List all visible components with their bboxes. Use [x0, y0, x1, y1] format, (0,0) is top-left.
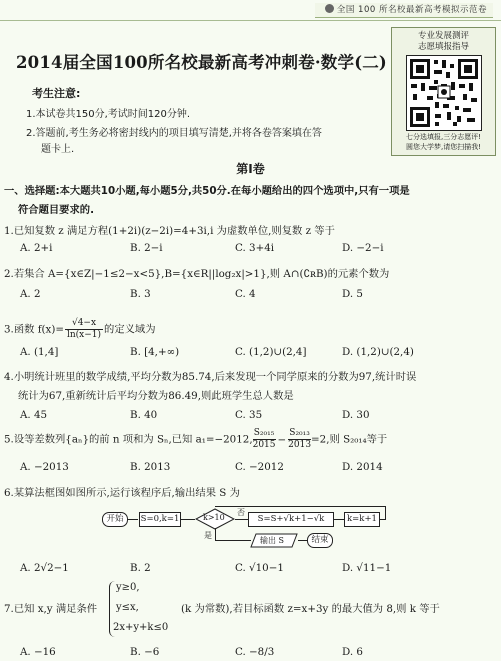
question-2-stem: 2.若集合 A={x∈Z|−1≤2−x<5},B={x∈R||log₂x|>1},则 A∩(∁ʀB)的元素个数为 — [4, 268, 390, 280]
q6-option-b[interactable]: B. 2 — [130, 562, 151, 574]
q3-option-c[interactable]: C. (1,2)∪(2,4] — [235, 346, 307, 358]
notice-item-2: 2.答题前,考生务必将密封线内的项目填写清楚,并将各卷答案填在答 — [26, 128, 322, 139]
flow-arrow — [215, 540, 251, 541]
q3-option-a[interactable]: A. (1,4] — [20, 346, 59, 358]
notice-heading: 考生注意: — [32, 87, 81, 100]
banner-logo-icon — [325, 4, 334, 13]
flow-output: 输出 S — [260, 536, 285, 545]
flow-label-yes: 是 — [204, 531, 212, 540]
q3-option-b[interactable]: B. [4,+∞) — [130, 346, 180, 358]
flow-arrow — [181, 519, 195, 520]
question-5-stem: 5.设等差数列{aₙ}的前 n 项和为 Sₙ,已知 a₁=−2012, $\frac{\text{S₂₀₁₅}}{2015}$ − $\frac{\text{S₂₀₁₃}}{2013}$ =2,则 S₂₀₁₄等于 — [4, 428, 388, 450]
qr-caption-top-1: 专业发展测评 — [417, 31, 469, 41]
q2-option-b[interactable]: B. 3 — [130, 288, 151, 300]
flow-label-no: 否 — [237, 508, 245, 517]
q3-fraction: $\frac{√4-x}{\ln(x-1)}$ — [66, 318, 102, 340]
qr-caption-bottom-2: 圆您大学梦,请您扫描我! — [405, 143, 482, 151]
flow-end: 结束 — [307, 533, 333, 548]
q4-option-a[interactable]: A. 45 — [20, 409, 48, 421]
q6-option-d[interactable]: D. √11−1 — [342, 562, 392, 574]
q6-option-c[interactable]: C. √10−1 — [235, 562, 284, 574]
question-4-stem-cont: 统计为67,重新统计后平均分数为86.49,则此班学生总人数是 — [18, 390, 294, 402]
q4-option-c[interactable]: C. 35 — [235, 409, 263, 421]
flow-init: S=0,k=1 — [139, 512, 181, 527]
q2-option-d[interactable]: D. 5 — [342, 288, 363, 300]
q4-option-d[interactable]: D. 30 — [342, 409, 370, 421]
q1-option-a[interactable]: A. 2+i — [20, 242, 53, 254]
flow-update: S=S+√k+1−√k — [248, 512, 334, 527]
q7-option-c[interactable]: C. −8/3 — [235, 646, 275, 658]
notice-item-2-cont: 题卡上. — [41, 144, 75, 155]
q5-option-b[interactable]: B. 2013 — [130, 461, 171, 473]
q2-option-c[interactable]: C. 4 — [235, 288, 256, 300]
q5-option-a[interactable]: A. −2013 — [20, 461, 69, 473]
q5-option-d[interactable]: D. 2014 — [342, 461, 383, 473]
algorithm-flowchart — [100, 506, 480, 554]
question-6-stem: 6.某算法框图如图所示,运行该程序后,输出结果 S 为 — [4, 487, 240, 499]
q1-option-b[interactable]: B. 2−i — [130, 242, 163, 254]
flow-arrow — [128, 519, 138, 520]
q7-option-a[interactable]: A. −16 — [20, 646, 56, 658]
q7-option-b[interactable]: B. −6 — [130, 646, 160, 658]
question-4-stem: 4.小明统计班里的数学成绩,平均分数为85.74,后来发现一个同学原来的分数为97,统计时误 — [4, 371, 417, 383]
section-title: 第Ⅰ卷 — [236, 162, 265, 176]
page-title: 2014届全国100所名校最新高考冲刺卷·数学(二) — [16, 53, 387, 72]
qr-caption-top-2: 志愿填报指导 — [417, 42, 469, 52]
q1-option-d[interactable]: D. −2−i — [342, 242, 384, 254]
q7-option-d[interactable]: D. 6 — [342, 646, 363, 658]
qr-code-icon[interactable] — [406, 55, 482, 131]
question-3-stem: 3.函数 f(x)= $\frac{√4-x}{\ln(x-1)}$ 的定义域为 — [4, 318, 156, 340]
q2-option-a[interactable]: A. 2 — [20, 288, 41, 300]
flow-increment: k=k+1 — [344, 512, 380, 527]
question-7-stem-post: (k 为常数),若目标函数 z=x+3y 的最大值为 8,则 k 等于 — [181, 603, 440, 615]
q3-option-d[interactable]: D. (1,2)∪(2,4) — [342, 346, 414, 358]
q5-fraction-2: $\frac{\text{S₂₀₁₃}}{2013}$ — [288, 428, 312, 450]
flow-arrow — [298, 540, 307, 541]
q7-condition-1: y≥0, — [116, 582, 140, 593]
q7-condition-2: y≤x, — [116, 602, 139, 613]
header-rule — [0, 20, 501, 21]
q5-fraction-1: $\frac{\text{S₂₀₁₅}}{2015}$ — [252, 428, 276, 450]
flow-loop-line — [215, 506, 385, 507]
question-7-stem-pre: 7.已知 x,y 满足条件 — [4, 603, 98, 615]
qr-caption-bottom-1: 七分选填报,三分志愿评! — [405, 133, 482, 141]
flow-condition: k>10 — [203, 513, 225, 522]
q5-option-c[interactable]: C. −2012 — [235, 461, 284, 473]
q7-condition-3: 2x+y+k≤0 — [113, 622, 169, 633]
q4-option-b[interactable]: B. 40 — [130, 409, 158, 421]
notice-item-1: 1.本试卷共150分,考试时间120分钟. — [26, 109, 191, 120]
section-intro-cont: 符合题目要求的. — [18, 204, 94, 216]
section-intro: 一、选择题:本大题共10小题,每小题5分,共50分.在每小题给出的四个选项中,只有一项是 — [4, 185, 410, 197]
q6-option-a[interactable]: A. 2√2−1 — [20, 562, 69, 574]
flow-loop-line — [385, 506, 386, 520]
flow-start: 开始 — [102, 512, 128, 527]
flow-yes-line — [215, 528, 216, 540]
question-1-stem: 1.已知复数 z 满足方程(1+2i)(z−2i)=4+3i,i 为虚数单位,则复数 z 等于 — [4, 225, 335, 237]
flow-arrow — [334, 519, 344, 520]
header-banner: 全国 100 所名校最新高考模拟示范卷 — [315, 3, 493, 18]
flow-arrow — [235, 519, 248, 520]
q1-option-c[interactable]: C. 3+4i — [235, 242, 275, 254]
qr-code-panel — [391, 27, 496, 156]
